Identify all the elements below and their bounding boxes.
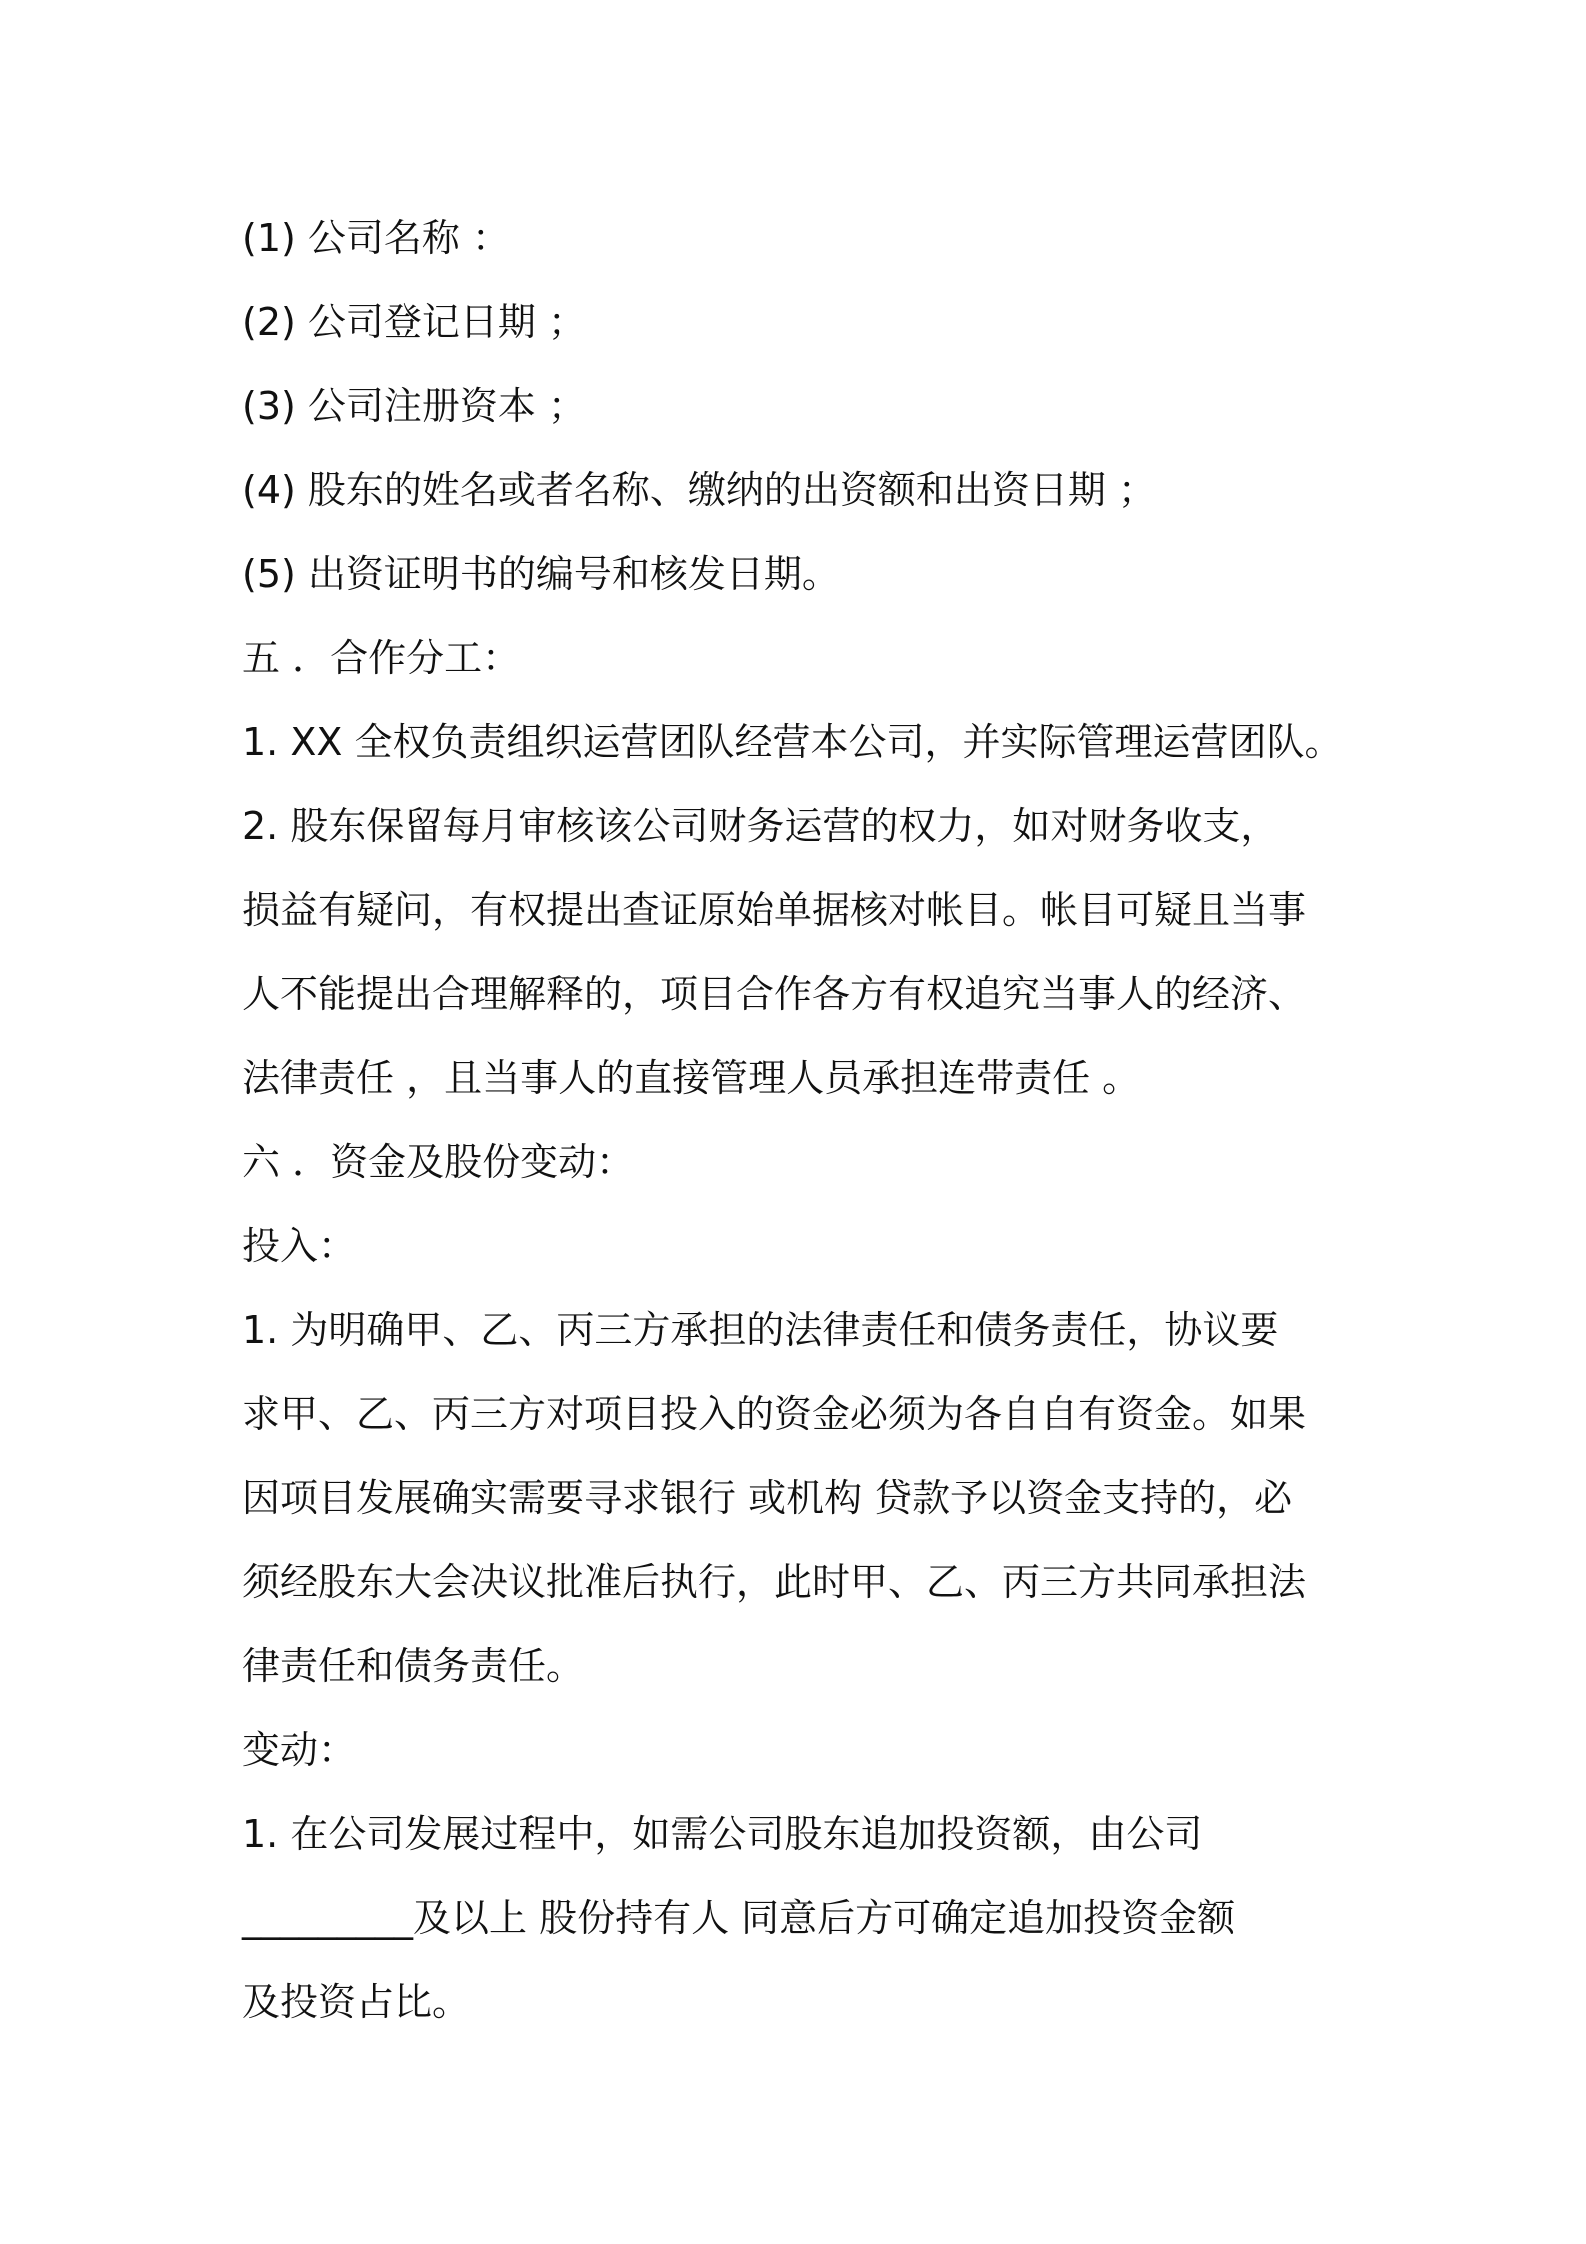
list-item: (1) 公司名称 ： bbox=[242, 216, 510, 260]
paragraph-line: 求甲、乙、丙三方对项目投入的资金必须为各自自有资金。如果 bbox=[242, 1392, 1307, 1436]
paragraph-line: 2. 股东保留每月审核该公司财务运营的权力，如对财务收支， bbox=[242, 804, 1279, 848]
paragraph-line: 及投资占比。 bbox=[242, 1980, 471, 2024]
list-item: (2) 公司登记日期 ； bbox=[242, 300, 586, 344]
paragraph-line: 人不能提出合理解释的，项目合作各方有权追究当事人的经济、 bbox=[242, 972, 1307, 1016]
paragraph-line: 因项目发展确实需要寻求银行 或机构 贷款予以资金支持的，必 bbox=[242, 1476, 1293, 1520]
document-body bbox=[242, 196, 1382, 2044]
paragraph-line: 须经股东大会决议批准后执行，此时甲、乙、丙三方共同承担法 bbox=[242, 1560, 1307, 1604]
paragraph-line: 损益有疑问，有权提出查证原始单据核对帐目。帐目可疑且当事 bbox=[242, 888, 1307, 932]
paragraph-line: _________及以上 股份持有人 同意后方可确定追加投资金额 bbox=[242, 1896, 1236, 1940]
paragraph-line: 1. 在公司发展过程中，如需公司股东追加投资额，由公司 bbox=[242, 1812, 1203, 1856]
paragraph-line: 律责任和债务责任。 bbox=[242, 1644, 585, 1688]
paragraph-line: 1. 为明确甲、乙、丙三方承担的法律责任和债务责任，协议要 bbox=[242, 1308, 1279, 1352]
section-heading: 五 ．合作分工： bbox=[242, 636, 521, 680]
list-item: (3) 公司注册资本 ； bbox=[242, 384, 586, 428]
paragraph-line: 法律责任 ，且当事人的直接管理人员承担连带责任 。 bbox=[242, 1056, 1141, 1100]
section-heading: 六 ．资金及股份变动： bbox=[242, 1140, 635, 1184]
paragraph-line: 1. XX 全权负责组织运营团队经营本公司，并实际管理运营团队。 bbox=[242, 720, 1343, 764]
list-item: (5) 出资证明书的编号和核发日期。 bbox=[242, 552, 840, 596]
subsection-heading: 投入： bbox=[242, 1224, 357, 1268]
list-item: (4) 股东的姓名或者名称、缴纳的出资额和出资日期 ； bbox=[242, 468, 1156, 512]
subsection-heading: 变动： bbox=[242, 1728, 357, 1772]
